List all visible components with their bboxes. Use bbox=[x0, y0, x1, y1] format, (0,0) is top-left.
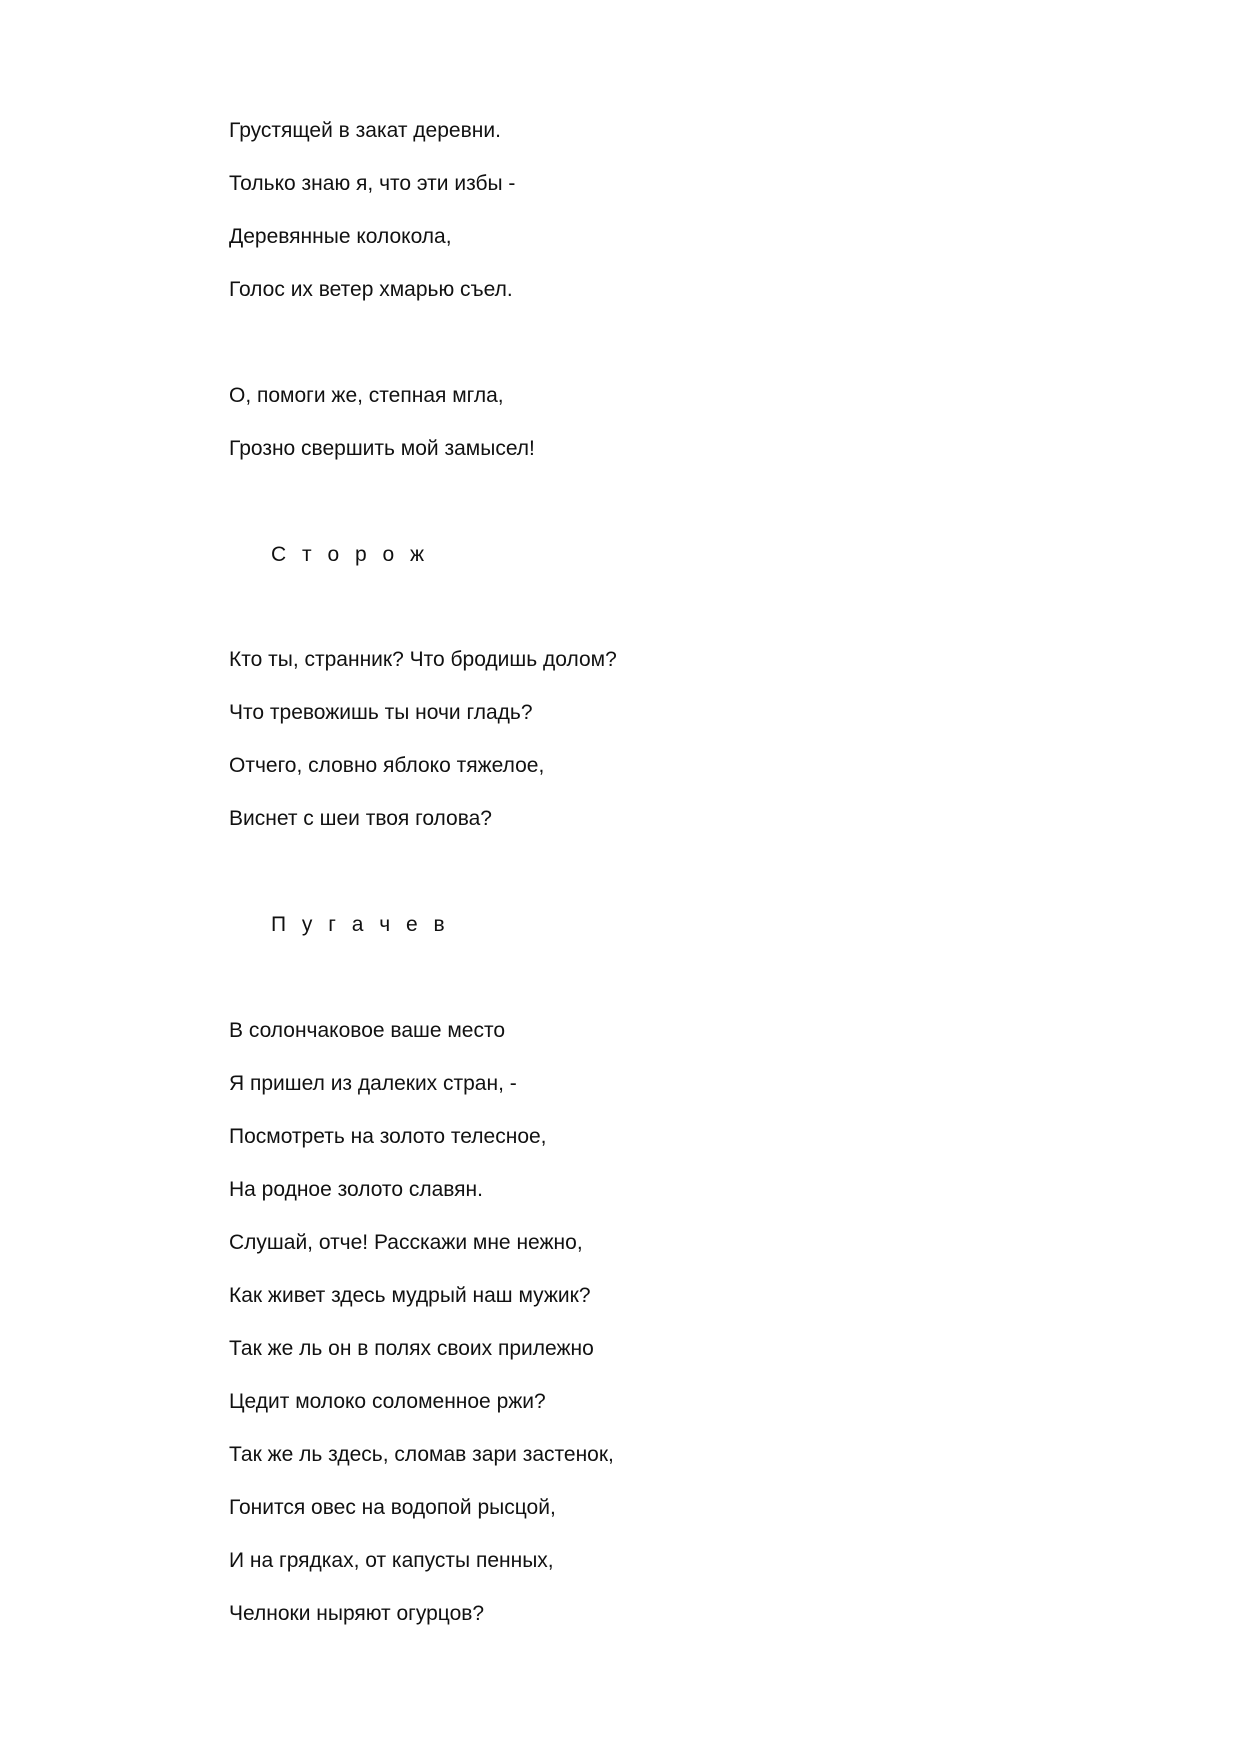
poem-line: Челноки ныряют огурцов? bbox=[229, 1602, 485, 1625]
poem-line: На родное золото славян. bbox=[229, 1178, 483, 1201]
poem-line: Деревянные колокола, bbox=[229, 225, 452, 248]
poem-line: О, помоги же, степная мгла, bbox=[229, 384, 504, 407]
poem-line: И на грядках, от капусты пенных, bbox=[229, 1549, 554, 1572]
poem-line: Посмотреть на золото телесное, bbox=[229, 1125, 547, 1148]
poem-line: В солончаковое ваше место bbox=[229, 1019, 506, 1042]
poem-line: Что тревожишь ты ночи гладь? bbox=[229, 701, 533, 724]
poem-line: Грозно свершить мой замысел! bbox=[229, 437, 535, 460]
poem-line: Я пришел из далеких стран, - bbox=[229, 1072, 517, 1095]
poem-line: Слушай, отче! Расскажи мне нежно, bbox=[229, 1231, 583, 1254]
poem-line: Грустящей в закат деревни. bbox=[229, 119, 501, 142]
poem-line: Кто ты, странник? Что бродишь долом? bbox=[229, 648, 617, 671]
poem-line: Цедит молоко соломенное ржи? bbox=[229, 1390, 546, 1413]
speaker-name-pugachev: П у г а ч е в bbox=[271, 913, 450, 936]
poem-line: Гонится овес на водопой рысцой, bbox=[229, 1496, 556, 1519]
poem-line: Так же ль он в полях своих прилежно bbox=[229, 1337, 594, 1360]
poem-line: Так же ль здесь, сломав зари застенок, bbox=[229, 1443, 614, 1466]
poem-line: Отчего, словно яблоко тяжелое, bbox=[229, 754, 545, 777]
poem-line: Только знаю я, что эти избы - bbox=[229, 172, 516, 195]
poem-line: Виснет с шеи твоя голова? bbox=[229, 807, 492, 830]
poem-line: Голос их ветер хмарью съел. bbox=[229, 278, 513, 301]
poem-line: Как живет здесь мудрый наш мужик? bbox=[229, 1284, 591, 1307]
speaker-name-storozh: С т о р о ж bbox=[271, 543, 430, 566]
